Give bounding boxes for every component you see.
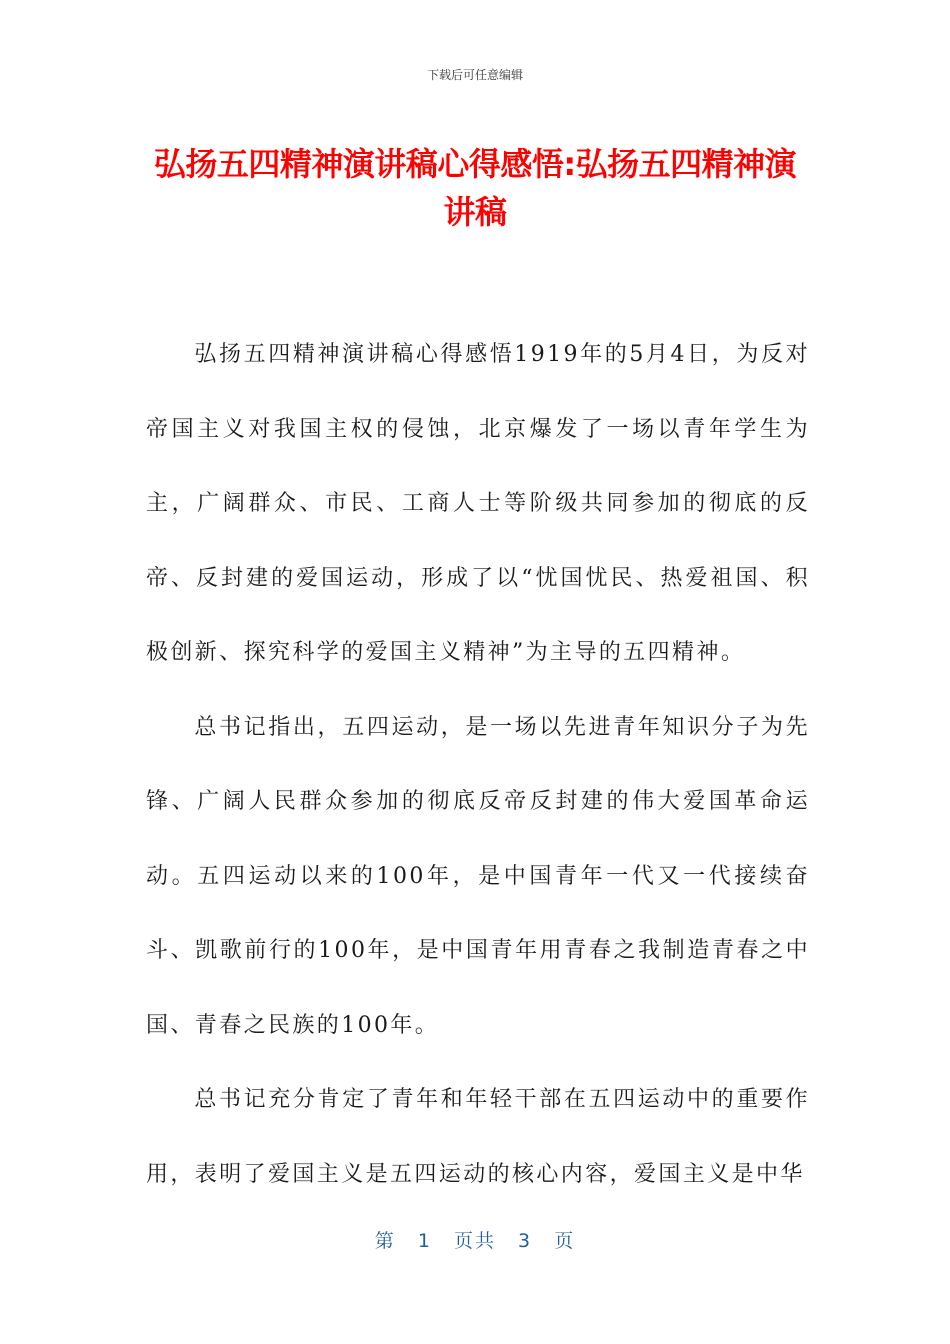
page-label-suffix: 页 xyxy=(554,1230,576,1252)
page-label-middle: 页共 xyxy=(453,1230,496,1252)
page-footer xyxy=(0,1226,950,1253)
body-paragraph-1: 弘扬五四精神演讲稿心得感悟1919年的5月4日，为反对帝国主义对我国主权的侵蚀，北京爆发了一场以青年学生为主，广阔群众、市民、工商人士等阶级共同参加的彻底的反帝、反封建的爱国运动，形成了以“忧国忧民、热爱祖国、积极创新、探究科学的爱国主义精神”为主导的五四精神。 xyxy=(146,342,810,665)
page-label-prefix: 第 xyxy=(374,1230,396,1252)
body-paragraph-3: 总书记充分肯定了青年和年轻干部在五四运动中的重要作用，表明了爱国主义是五四运动的核心内容，爱国主义是中华 xyxy=(146,1087,810,1187)
document-body xyxy=(146,318,810,1212)
document-title: 弘扬五四精神演讲稿心得感悟:弘扬五四精神演讲稿 xyxy=(153,145,797,231)
page-header-note: 下载后可任意编辑 xyxy=(426,68,523,82)
total-pages-number: 3 xyxy=(518,1230,533,1252)
body-paragraph-2: 总书记指出，五四运动，是一场以先进青年知识分子为先锋、广阔人民群众参加的彻底反帝反封建的伟大爱国革命运动。五四运动以来的100年，是中国青年一代又一代接续奋斗、凯歌前行的100年，是中国青年用青春之我制造青春之中国、青春之民族的100年。 xyxy=(146,714,810,1038)
current-page-number: 1 xyxy=(417,1230,432,1252)
